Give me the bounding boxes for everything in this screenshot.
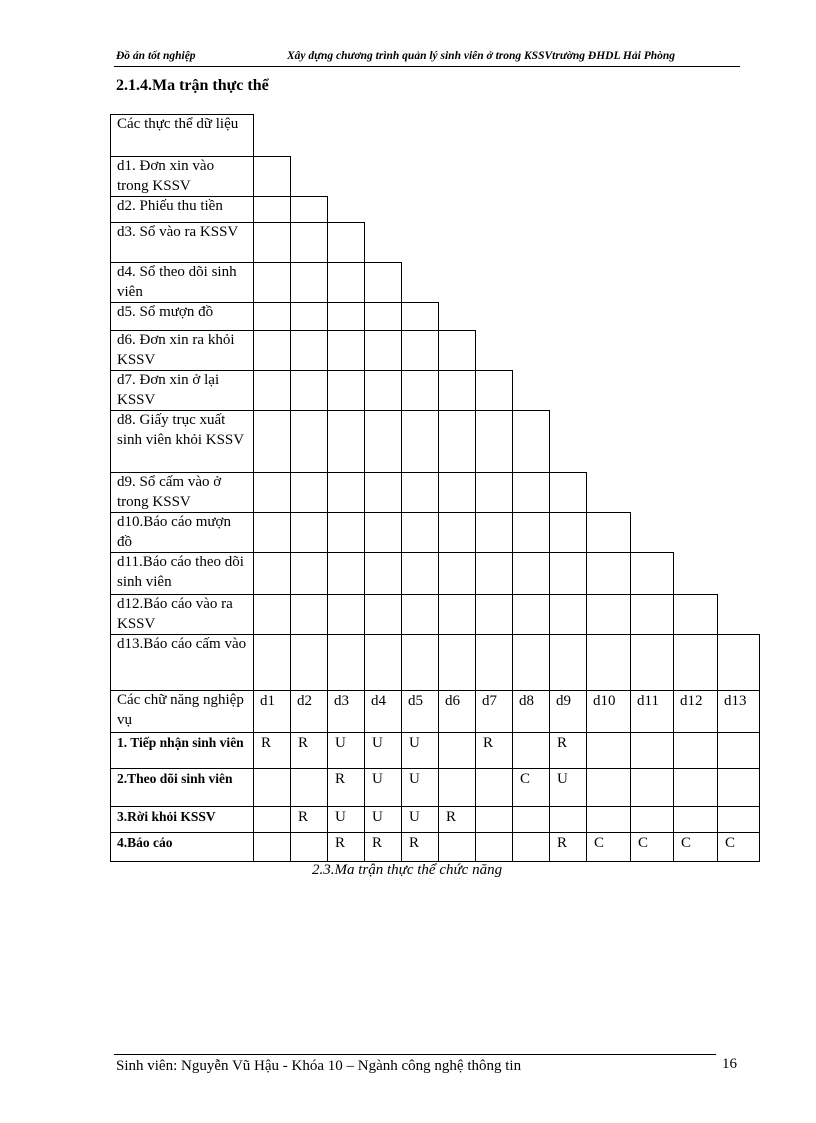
matrix-cell (586, 806, 631, 833)
matrix-cell (512, 732, 550, 769)
matrix-blank-cell (630, 634, 674, 691)
footer-text: Sinh viên: Nguyễn Vũ Hậu - Khóa 10 – Ngành công nghệ thông tin (116, 1058, 522, 1074)
matrix-cell: R (327, 768, 365, 807)
matrix-blank-cell (438, 410, 476, 473)
matrix-blank-cell (290, 512, 328, 553)
matrix-blank-cell (512, 552, 550, 595)
entity-label: d11.Báo cáo theo dõi sinh viên (110, 552, 254, 595)
matrix-blank-cell (253, 196, 291, 223)
matrix-blank-cell (327, 262, 365, 303)
matrix-cell (717, 806, 760, 833)
entity-label: d4. Sổ theo dõi sinh viên (110, 262, 254, 303)
matrix-blank-cell (364, 370, 402, 411)
matrix-cell: U (327, 806, 365, 833)
matrix-cell (253, 806, 291, 833)
matrix-blank-cell (327, 302, 365, 331)
matrix-cell: R (253, 732, 291, 769)
matrix-cell (630, 768, 674, 807)
matrix-blank-cell (253, 410, 291, 473)
matrix-blank-cell (475, 552, 513, 595)
column-header: d13 (717, 690, 760, 733)
matrix-blank-cell (290, 552, 328, 595)
entity-label: d13.Báo cáo cấm vào (110, 634, 254, 691)
matrix-blank-cell (438, 472, 476, 513)
matrix-blank-cell (253, 370, 291, 411)
matrix-blank-cell (290, 330, 328, 371)
matrix-cell (290, 768, 328, 807)
matrix-cell: R (290, 806, 328, 833)
matrix-cell: R (549, 832, 587, 862)
matrix-blank-cell (673, 594, 718, 635)
matrix-blank-cell (253, 594, 291, 635)
matrix-blank-cell (364, 262, 402, 303)
matrix-blank-cell (475, 410, 513, 473)
matrix-blank-cell (549, 472, 587, 513)
matrix-blank-cell (438, 370, 476, 411)
matrix-blank-cell (475, 512, 513, 553)
entity-label: d8. Giấy trục xuất sinh viên khỏi KSSV (110, 410, 254, 473)
matrix-blank-cell (364, 410, 402, 473)
matrix-blank-cell (327, 410, 365, 473)
matrix-blank-cell (327, 472, 365, 513)
matrix-cell (673, 732, 718, 769)
matrix-blank-cell (549, 512, 587, 553)
matrix-cell: R (475, 732, 513, 769)
matrix-blank-cell (327, 634, 365, 691)
matrix-cell (475, 806, 513, 833)
matrix-blank-cell (327, 330, 365, 371)
matrix-cell (512, 806, 550, 833)
matrix-cell: C (512, 768, 550, 807)
matrix-blank-cell (586, 594, 631, 635)
matrix-cell: U (327, 732, 365, 769)
matrix-blank-cell (290, 410, 328, 473)
column-header: d2 (290, 690, 328, 733)
matrix-blank-cell (401, 302, 439, 331)
matrix-cell (586, 732, 631, 769)
entity-label: d1. Đơn xin vào trong KSSV (110, 156, 254, 197)
matrix-cell: U (364, 768, 402, 807)
matrix-blank-cell (438, 594, 476, 635)
entity-label: d6. Đơn xin ra khỏi KSSV (110, 330, 254, 371)
column-header: d11 (630, 690, 674, 733)
column-header: d5 (401, 690, 439, 733)
matrix-cell (253, 832, 291, 862)
header-right: Xây dựng chương trình quản lý sinh viên ở trong KSSVtrường ĐHDL Hải Phòng (287, 50, 676, 62)
matrix-cell (438, 732, 476, 769)
matrix-blank-cell (512, 472, 550, 513)
matrix-blank-cell (401, 512, 439, 553)
matrix-blank-cell (512, 512, 550, 553)
matrix-blank-cell (253, 472, 291, 513)
matrix-cell (438, 832, 476, 862)
matrix-cell: U (401, 732, 439, 769)
matrix-cell: C (673, 832, 718, 862)
matrix-cell: R (438, 806, 476, 833)
matrix-blank-cell (401, 330, 439, 371)
matrix-blank-cell (327, 370, 365, 411)
matrix-blank-cell (364, 302, 402, 331)
entity-label: d12.Báo cáo vào ra KSSV (110, 594, 254, 635)
matrix-blank-cell (438, 512, 476, 553)
matrix-blank-cell (630, 594, 674, 635)
page-number: 16 (722, 1056, 737, 1072)
matrix-blank-cell (290, 196, 328, 223)
function-label: 1. Tiếp nhận sinh viên (110, 732, 254, 769)
matrix-cell: R (290, 732, 328, 769)
matrix-cell: U (549, 768, 587, 807)
entity-label: d7. Đơn xin ở lại KSSV (110, 370, 254, 411)
matrix-blank-cell (512, 594, 550, 635)
matrix-cell: C (586, 832, 631, 862)
column-header: d7 (475, 690, 513, 733)
matrix-blank-cell (253, 302, 291, 331)
matrix-blank-cell (438, 552, 476, 595)
matrix-blank-cell (475, 634, 513, 691)
entity-label: d9. Sổ cấm vào ở trong KSSV (110, 472, 254, 513)
matrix-cell (586, 768, 631, 807)
matrix-blank-cell (475, 594, 513, 635)
matrix-cell: U (364, 732, 402, 769)
matrix-cell: R (549, 732, 587, 769)
matrix-blank-cell (401, 410, 439, 473)
entity-header-cell: Các thực thể dữ liệu (110, 114, 254, 157)
matrix-cell: R (364, 832, 402, 862)
matrix-cell (717, 732, 760, 769)
matrix-cell (512, 832, 550, 862)
matrix-blank-cell (290, 472, 328, 513)
matrix-cell (475, 832, 513, 862)
matrix-cell: R (327, 832, 365, 862)
matrix-cell (673, 806, 718, 833)
function-label: 2.Theo dõi sinh viên (110, 768, 254, 807)
matrix-blank-cell (438, 634, 476, 691)
matrix-cell: U (364, 806, 402, 833)
matrix-blank-cell (327, 552, 365, 595)
matrix-blank-cell (253, 634, 291, 691)
matrix-blank-cell (401, 370, 439, 411)
matrix-blank-cell (364, 330, 402, 371)
matrix-blank-cell (401, 552, 439, 595)
matrix-blank-cell (253, 552, 291, 595)
column-header: d6 (438, 690, 476, 733)
column-header: d3 (327, 690, 365, 733)
entity-label: d10.Báo cáo mượn đồ (110, 512, 254, 553)
matrix-cell (475, 768, 513, 807)
matrix-blank-cell (364, 472, 402, 513)
matrix-blank-cell (586, 552, 631, 595)
matrix-cell (630, 806, 674, 833)
matrix-blank-cell (586, 512, 631, 553)
matrix-blank-cell (253, 512, 291, 553)
matrix-blank-cell (512, 634, 550, 691)
matrix-cell (630, 732, 674, 769)
matrix-blank-cell (401, 472, 439, 513)
matrix-blank-cell (253, 222, 291, 263)
matrix-cell (290, 832, 328, 862)
matrix-blank-cell (630, 552, 674, 595)
matrix-blank-cell (327, 594, 365, 635)
function-header-cell: Các chữ năng nghiệp vụ (110, 690, 254, 733)
matrix-blank-cell (253, 262, 291, 303)
matrix-blank-cell (290, 222, 328, 263)
matrix-blank-cell (512, 410, 550, 473)
matrix-cell: C (717, 832, 760, 862)
matrix-blank-cell (253, 156, 291, 197)
matrix-cell (253, 768, 291, 807)
matrix-cell: R (401, 832, 439, 862)
matrix-blank-cell (401, 634, 439, 691)
matrix-cell (717, 768, 760, 807)
matrix-blank-cell (290, 634, 328, 691)
matrix-blank-cell (364, 512, 402, 553)
matrix-blank-cell (549, 634, 587, 691)
matrix-blank-cell (549, 594, 587, 635)
matrix-blank-cell (475, 472, 513, 513)
function-label: 3.Rời khỏi KSSV (110, 806, 254, 833)
matrix-cell (673, 768, 718, 807)
matrix-blank-cell (364, 594, 402, 635)
header-left: Đồ án tốt nghiệp (116, 50, 196, 62)
matrix-cell: U (401, 768, 439, 807)
matrix-blank-cell (475, 370, 513, 411)
matrix-cell (549, 806, 587, 833)
column-header: d9 (549, 690, 587, 733)
matrix-blank-cell (549, 552, 587, 595)
column-header: d1 (253, 690, 291, 733)
matrix-blank-cell (438, 330, 476, 371)
function-label: 4.Báo cáo (110, 832, 254, 862)
matrix-blank-cell (364, 552, 402, 595)
matrix-blank-cell (401, 594, 439, 635)
entity-label: d5. Sổ mượn đồ (110, 302, 254, 331)
matrix-blank-cell (673, 634, 718, 691)
column-header: d8 (512, 690, 550, 733)
matrix-blank-cell (253, 330, 291, 371)
matrix-blank-cell (290, 370, 328, 411)
caption-text: 2.3.Ma trận thực thể chức năng (312, 862, 503, 878)
matrix-blank-cell (290, 262, 328, 303)
column-header: d10 (586, 690, 631, 733)
matrix-cell: C (630, 832, 674, 862)
entity-label: d2. Phiếu thu tiền (110, 196, 254, 223)
column-header: d4 (364, 690, 402, 733)
column-header: d12 (673, 690, 718, 733)
matrix-cell: U (401, 806, 439, 833)
matrix-blank-cell (717, 634, 760, 691)
matrix-blank-cell (327, 512, 365, 553)
entity-label: d3. Sổ vào ra KSSV (110, 222, 254, 263)
matrix-blank-cell (586, 634, 631, 691)
matrix-blank-cell (327, 222, 365, 263)
matrix-blank-cell (364, 634, 402, 691)
matrix-blank-cell (290, 302, 328, 331)
footer-divider (114, 1054, 716, 1055)
matrix-cell (438, 768, 476, 807)
section-title: 2.1.4.Ma trận thực thể (116, 77, 269, 94)
matrix-blank-cell (290, 594, 328, 635)
